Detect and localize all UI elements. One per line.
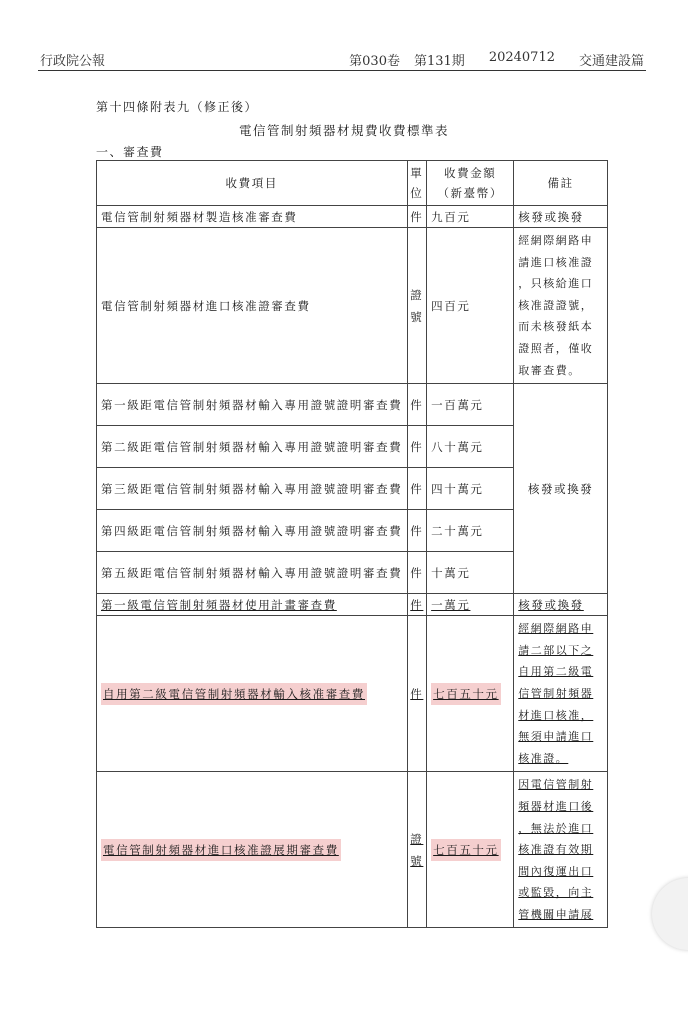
row-amount: 二十萬元 [427,510,514,552]
table-row [97,228,608,384]
row-item [97,594,408,616]
row-unit: 件 [407,206,427,228]
note-line: 管機關申請展 [518,907,594,921]
table-row [97,772,608,928]
row-note-text: 核發或換發 [518,597,584,612]
volume-label: 第030卷 [349,54,400,69]
table-row [97,384,608,426]
header-amount [427,161,514,206]
row-unit [407,616,427,772]
row-item: 電信管制射頻器材製造核准審查費 [97,206,408,228]
highlighted-amount: 七百五十元 [431,683,501,705]
row-unit-1: 證 [410,287,424,302]
section-heading: 一、審查費 [96,145,164,159]
note-line: ，只核給進口 [518,277,594,291]
row-amount: 九百元 [427,206,514,228]
header-divider [38,70,646,71]
note-line: 頻器材進口後 [518,799,594,813]
article-reference: 第十四條附表九（修正後） [96,100,259,114]
row-item: 第二級距電信管制射頻器材輸入專用證號證明審查費 [97,426,408,468]
issue-info [349,50,644,69]
row-unit-2: 號 [410,309,424,324]
header-item: 收費項目 [97,161,408,206]
row-unit: 件 [407,468,427,510]
note-line: 自用第二級電 [518,665,594,679]
row-unit: 件 [407,552,427,594]
page-header [0,48,688,70]
note-line: 核准證證號， [518,298,594,312]
row-item-text: 第一級電信管制射頻器材使用計畫審查費 [101,597,337,612]
row-amount: 四十萬元 [427,468,514,510]
row-note [514,772,608,928]
note-line: 材進口核准， [518,708,594,722]
row-unit-2: 號 [410,853,424,868]
row-unit: 件 [407,510,427,552]
row-unit [407,594,427,616]
row-amount [427,594,514,616]
section-label: 交通建設篇 [578,54,644,69]
header-amount-1: 收費金額 [444,166,497,180]
header-amount-2: （新臺幣） [437,186,503,200]
table-header-row [97,161,608,206]
floating-action-handle[interactable] [652,878,688,950]
row-item: 第四級距電信管制射頻器材輸入專用證號證明審查費 [97,510,408,552]
note-line: 而未核發紙本 [518,320,594,334]
row-item [97,772,408,928]
note-line: ，無法於進口 [518,821,594,835]
merged-note: 核發或換發 [514,384,608,594]
header-unit [407,161,427,206]
note-line: 或監毀，向主 [518,886,594,900]
highlighted-item: 電信管制射頻器材進口核准證展期審查費 [101,839,341,861]
row-item: 第三級距電信管制射頻器材輸入專用證號證明審查費 [97,468,408,510]
note-line: 無須申請進口 [518,730,594,744]
row-unit-text: 件 [410,686,424,701]
row-amount: 四百元 [427,228,514,384]
row-amount: 一百萬元 [427,384,514,426]
header-unit-1: 單 [410,166,424,180]
note-line: 間內復運出口 [518,864,594,878]
note-line: 因電信管制射 [518,778,594,792]
row-note [514,594,608,616]
header-note: 備註 [514,161,608,206]
row-unit [407,772,427,928]
issue-label: 第131期 [413,54,465,69]
note-line: 請進口核准證 [518,255,594,269]
row-amount: 八十萬元 [427,426,514,468]
fee-table [96,160,608,928]
note-line: 核准證。 [518,751,569,765]
publication-name: 行政院公報 [40,54,106,69]
row-unit: 件 [407,384,427,426]
table-row [97,206,608,228]
row-unit-text: 件 [410,597,424,612]
table-row [97,616,608,772]
row-item: 第五級距電信管制射頻器材輸入專用證號證明審查費 [97,552,408,594]
header-unit-2: 位 [410,186,424,200]
note-line: 證照者，僅收 [518,341,594,355]
note-line: 經網際網路申 [518,234,594,247]
highlighted-item: 自用第二級電信管制射頻器材輸入核准審查費 [101,683,367,705]
row-unit [407,228,427,384]
note-line: 經網際網路申 [518,622,594,636]
row-note [514,228,608,384]
note-line: 信管制射頻器 [518,686,594,700]
note-line: 核准證有效期 [518,843,594,857]
row-amount [427,772,514,928]
note-line: 取審查費。 [518,363,581,377]
row-note [514,616,608,772]
table-row [97,594,608,616]
row-amount [427,616,514,772]
date-label: 20240712 [488,50,555,65]
note-line: 請二部以下之 [518,643,594,657]
row-item [97,616,408,772]
row-amount-text: 一萬元 [431,597,471,612]
highlighted-amount: 七百五十元 [431,839,501,861]
row-unit: 件 [407,426,427,468]
row-item: 電信管制射頻器材進口核准證審查費 [97,228,408,384]
document-title: 電信管制射頻器材規費收費標準表 [238,123,449,138]
row-item: 第一級距電信管制射頻器材輸入專用證號證明審查費 [97,384,408,426]
row-note: 核發或換發 [514,206,608,228]
row-amount: 十萬元 [427,552,514,594]
row-unit-1: 證 [410,831,424,846]
